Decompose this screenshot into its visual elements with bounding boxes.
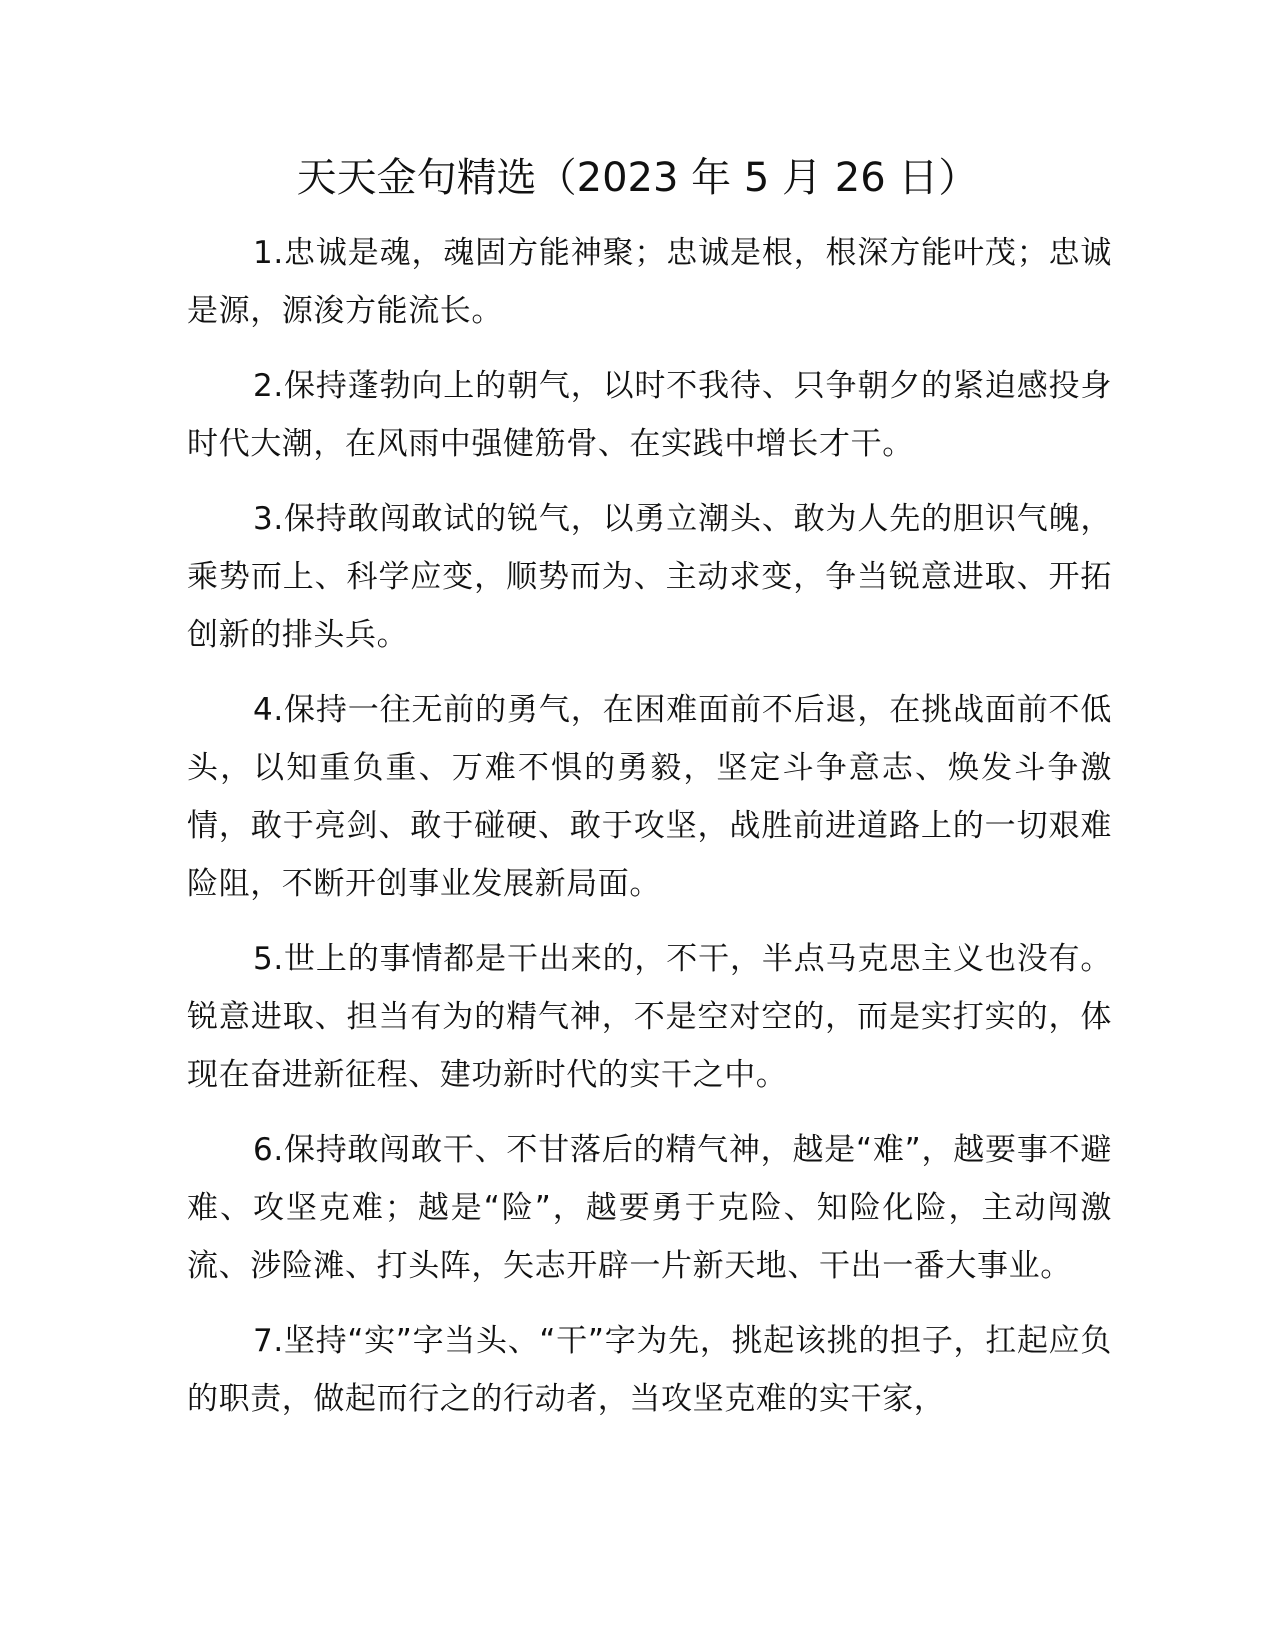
- paragraph-6: 6.保持敢闯敢干、不甘落后的精气神，越是“难”，越要事不避难、攻坚克难；越是“险”，越要勇于克险、知险化险，主动闯激流、涉险滩、打头阵，矢志开辟一片新天地、干出一番大事业。: [187, 1132, 1112, 1284]
- paragraph-5: 5.世上的事情都是干出来的，不干，半点马克思主义也没有。锐意进取、担当有为的精气神，不是空对空的，而是实打实的，体现在奋进新征程、建功新时代的实干之中。: [187, 941, 1112, 1093]
- paragraph-7: 7.坚持“实”字当头、“干”字为先，挑起该挑的担子，扛起应负的职责，做起而行之的行动者，当攻坚克难的实干家，: [187, 1323, 1112, 1417]
- paragraph-2: 2.保持蓬勃向上的朝气，以时不我待、只争朝夕的紧迫感投身时代大潮，在风雨中强健筋骨、在实践中增长才干。: [187, 368, 1112, 462]
- paragraph-4: 4.保持一往无前的勇气，在困难面前不后退，在挑战面前不低头，以知重负重、万难不惧的勇毅，坚定斗争意志、焕发斗争激情，敢于亮剑、敢于碰硬、敢于攻坚，战胜前进道路上的一切艰难险阻，不断开创事业发展新局面。: [187, 692, 1112, 902]
- paragraph-3: 3.保持敢闯敢试的锐气，以勇立潮头、敢为人先的胆识气魄，乘势而上、科学应变，顺势而为、主动求变，争当锐意进取、开拓创新的排头兵。: [187, 501, 1112, 653]
- paragraph-1: 1.忠诚是魂，魂固方能神聚；忠诚是根，根深方能叶茂；忠诚是源，源浚方能流长。: [187, 235, 1112, 329]
- document-title: 天天金句精选（2023 年 5 月 26 日）: [296, 155, 979, 201]
- document-body: [187, 224, 1112, 1445]
